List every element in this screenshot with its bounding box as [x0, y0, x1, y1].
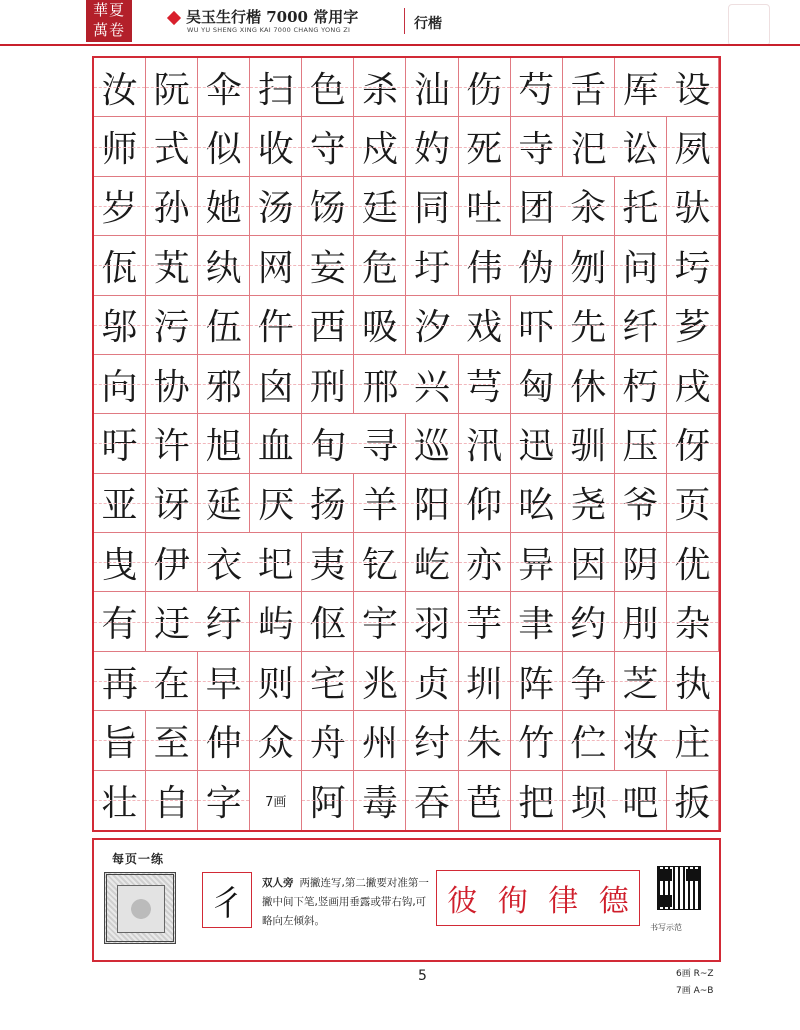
grid-character: 汐	[406, 296, 458, 355]
grid-character: 圬	[667, 236, 719, 295]
grid-character: 似	[198, 117, 250, 176]
logo-line-2: 萬卷	[92, 21, 125, 39]
grid-character: 旬	[302, 414, 354, 473]
grid-character: 扳	[667, 771, 719, 830]
grid-character: 芎	[459, 355, 511, 414]
grid-character: 邢	[354, 355, 406, 414]
grid-character: 阳	[406, 474, 458, 533]
grid-character: 许	[146, 414, 198, 473]
grid-character: 再	[94, 652, 146, 711]
grid-character: 寺	[511, 117, 563, 176]
grid-character: 异	[511, 533, 563, 592]
grid-character: 吞	[406, 771, 458, 830]
grid-character: 纨	[198, 236, 250, 295]
book-pinyin: WU YU SHENG XING KAI 7000 CHANG YONG ZI	[187, 26, 351, 34]
page-header	[0, 0, 800, 45]
grid-character: 伢	[667, 414, 719, 473]
grid-character: 死	[459, 117, 511, 176]
grid-character: 纡	[198, 592, 250, 651]
grid-character: 争	[563, 652, 615, 711]
diamond-icon	[167, 11, 181, 25]
grid-character: 设	[667, 58, 719, 117]
grid-character: 邬	[94, 296, 146, 355]
grid-character: 自	[146, 771, 198, 830]
page-number: 5	[418, 968, 427, 984]
grid-character: 先	[563, 296, 615, 355]
grid-character: 伟	[459, 236, 511, 295]
grid-character: 汆	[563, 177, 615, 236]
grid-character: 把	[511, 771, 563, 830]
grid-character: 因	[563, 533, 615, 592]
grid-character: 伪	[511, 236, 563, 295]
grid-character: 刎	[563, 236, 615, 295]
ornament-icon	[728, 4, 770, 46]
grid-character: 曳	[94, 533, 146, 592]
grid-character: 吐	[459, 177, 511, 236]
grid-character: 有	[94, 592, 146, 651]
grid-character: 芝	[615, 652, 667, 711]
grid-character: 竹	[511, 711, 563, 770]
grid-character: 协	[146, 355, 198, 414]
grid-character: 夙	[667, 117, 719, 176]
grid-character: 伞	[198, 58, 250, 117]
grid-character: 众	[250, 711, 302, 770]
grid-character: 阿	[302, 771, 354, 830]
grid-character: 妁	[406, 117, 458, 176]
publisher-logo	[86, 0, 132, 42]
script-style-label: 行楷	[414, 16, 442, 32]
grid-character: 巡	[406, 414, 458, 473]
index-line: 7画 A~B	[676, 986, 714, 996]
grid-character: 在	[146, 652, 198, 711]
grid-character: 压	[615, 414, 667, 473]
radical-character: 彳	[202, 872, 252, 928]
grid-character: 旨	[94, 711, 146, 770]
logo-line-1: 華夏	[92, 1, 125, 19]
grid-character: 厌	[250, 474, 302, 533]
grid-character: 驯	[563, 414, 615, 473]
header-divider	[404, 8, 405, 34]
book-title: 吴玉生行楷 7000 常用字	[186, 8, 359, 26]
grid-character: 吓	[511, 296, 563, 355]
qr-code-icon[interactable]	[657, 866, 701, 910]
radical-name: 双人旁	[262, 877, 294, 889]
grid-character: 宇	[354, 592, 406, 651]
grid-character: 危	[354, 236, 406, 295]
grid-character: 阴	[615, 533, 667, 592]
grid-character: 朽	[615, 355, 667, 414]
grid-character: 聿	[511, 592, 563, 651]
grid-character: 执	[667, 652, 719, 711]
grid-character: 圩	[406, 236, 458, 295]
grid-character: 纣	[406, 711, 458, 770]
grid-character: 宅	[302, 652, 354, 711]
grid-character: 廷	[354, 177, 406, 236]
grid-character: 汜	[563, 117, 615, 176]
example-char: 彼	[447, 884, 478, 919]
grid-character: 色	[302, 58, 354, 117]
grid-character: 妆	[615, 711, 667, 770]
grid-character: 纤	[615, 296, 667, 355]
grid-character: 兆	[354, 652, 406, 711]
grid-character: 屹	[406, 533, 458, 592]
stroke-count-marker: 7画	[250, 771, 302, 830]
grid-character: 吸	[354, 296, 406, 355]
grid-character: 戏	[459, 296, 511, 355]
grid-character: 讼	[615, 117, 667, 176]
grid-character: 兴	[406, 355, 458, 414]
qr-caption: 书写示范	[650, 923, 682, 932]
grid-character: 囟	[250, 355, 302, 414]
grid-character: 芍	[511, 58, 563, 117]
grid-character: 舌	[563, 58, 615, 117]
grid-character: 刖	[615, 592, 667, 651]
grid-character: 舟	[302, 711, 354, 770]
grid-character: 网	[250, 236, 302, 295]
grid-character: 刑	[302, 355, 354, 414]
grid-character: 衣	[198, 533, 250, 592]
grid-character: 饧	[302, 177, 354, 236]
grid-character: 贞	[406, 652, 458, 711]
grid-character: 血	[250, 414, 302, 473]
grid-character: 州	[354, 711, 406, 770]
grid-character: 汝	[94, 58, 146, 117]
grid-character: 尧	[563, 474, 615, 533]
grid-character: 伊	[146, 533, 198, 592]
grid-character: 毒	[354, 771, 406, 830]
grid-character: 休	[563, 355, 615, 414]
grid-character: 旭	[198, 414, 250, 473]
grid-character: 庄	[667, 711, 719, 770]
grid-character: 约	[563, 592, 615, 651]
example-char: 徇	[497, 884, 528, 919]
example-char: 律	[548, 884, 579, 919]
grid-character: 圯	[250, 533, 302, 592]
grid-character: 爷	[615, 474, 667, 533]
grid-character: 孙	[146, 177, 198, 236]
grid-character: 坝	[563, 771, 615, 830]
grid-character: 钇	[354, 533, 406, 592]
grid-character: 她	[198, 177, 250, 236]
grid-character: 羽	[406, 592, 458, 651]
grid-character: 延	[198, 474, 250, 533]
grid-character: 守	[302, 117, 354, 176]
seal-stamp-image	[104, 872, 176, 944]
grid-character: 芋	[459, 592, 511, 651]
grid-character: 优	[667, 533, 719, 592]
grid-character: 同	[406, 177, 458, 236]
radical-instructions: 两撇连写,第二撇要对准第一撇中间下笔,竖画用垂露或带右钩,可略向左倾斜。	[262, 877, 429, 927]
stroke-index	[676, 966, 714, 1000]
grid-character: 羊	[354, 474, 406, 533]
grid-character: 式	[146, 117, 198, 176]
grid-character: 迅	[511, 414, 563, 473]
index-line: 6画 R~Z	[676, 969, 714, 979]
grid-character: 讶	[146, 474, 198, 533]
grid-character: 厍	[615, 58, 667, 117]
header-rule	[0, 44, 800, 46]
grid-character: 伛	[302, 592, 354, 651]
grid-character: 芄	[146, 236, 198, 295]
grid-character: 阮	[146, 58, 198, 117]
grid-character: 污	[146, 296, 198, 355]
grid-character: 师	[94, 117, 146, 176]
grid-character: 问	[615, 236, 667, 295]
grid-character: 寻	[354, 414, 406, 473]
grid-character: 驮	[667, 177, 719, 236]
grid-character: 仲	[198, 711, 250, 770]
grid-character: 团	[511, 177, 563, 236]
grid-character: 夷	[302, 533, 354, 592]
grid-character: 向	[94, 355, 146, 414]
grid-character: 西	[302, 296, 354, 355]
grid-character: 至	[146, 711, 198, 770]
grid-character: 伫	[563, 711, 615, 770]
grid-character: 收	[250, 117, 302, 176]
grid-character: 迂	[146, 592, 198, 651]
grid-character: 朱	[459, 711, 511, 770]
grid-character: 汕	[406, 58, 458, 117]
grid-character: 字	[198, 771, 250, 830]
grid-character: 杂	[667, 592, 719, 651]
daily-practice-box	[92, 838, 721, 962]
grid-character: 芭	[459, 771, 511, 830]
grid-character: 圳	[459, 652, 511, 711]
grid-character: 伍	[198, 296, 250, 355]
grid-character: 汛	[459, 414, 511, 473]
grid-character: 扬	[302, 474, 354, 533]
grid-character: 戍	[354, 117, 406, 176]
grid-character: 妄	[302, 236, 354, 295]
example-char: 德	[598, 884, 629, 919]
example-characters	[436, 870, 640, 926]
grid-character: 仰	[459, 474, 511, 533]
grid-character: 屿	[250, 592, 302, 651]
grid-character: 佤	[94, 236, 146, 295]
grid-character: 壮	[94, 771, 146, 830]
grid-character: 戌	[667, 355, 719, 414]
grid-character: 邪	[198, 355, 250, 414]
grid-character: 则	[250, 652, 302, 711]
grid-character: 托	[615, 177, 667, 236]
grid-character: 匈	[511, 355, 563, 414]
grid-character: 页	[667, 474, 719, 533]
grid-character: 伤	[459, 58, 511, 117]
grid-character: 阵	[511, 652, 563, 711]
grid-character: 仵	[250, 296, 302, 355]
practice-title: 每页一练	[112, 852, 165, 866]
grid-character: 亦	[459, 533, 511, 592]
grid-character: 早	[198, 652, 250, 711]
character-grid	[92, 56, 721, 832]
grid-character: 岁	[94, 177, 146, 236]
grid-character: 扫	[250, 58, 302, 117]
grid-character: 吆	[511, 474, 563, 533]
grid-character: 汤	[250, 177, 302, 236]
radical-description	[262, 874, 430, 931]
grid-character: 吧	[615, 771, 667, 830]
grid-character: 芗	[667, 296, 719, 355]
grid-character: 亚	[94, 474, 146, 533]
grid-character: 杀	[354, 58, 406, 117]
grid-character: 吁	[94, 414, 146, 473]
